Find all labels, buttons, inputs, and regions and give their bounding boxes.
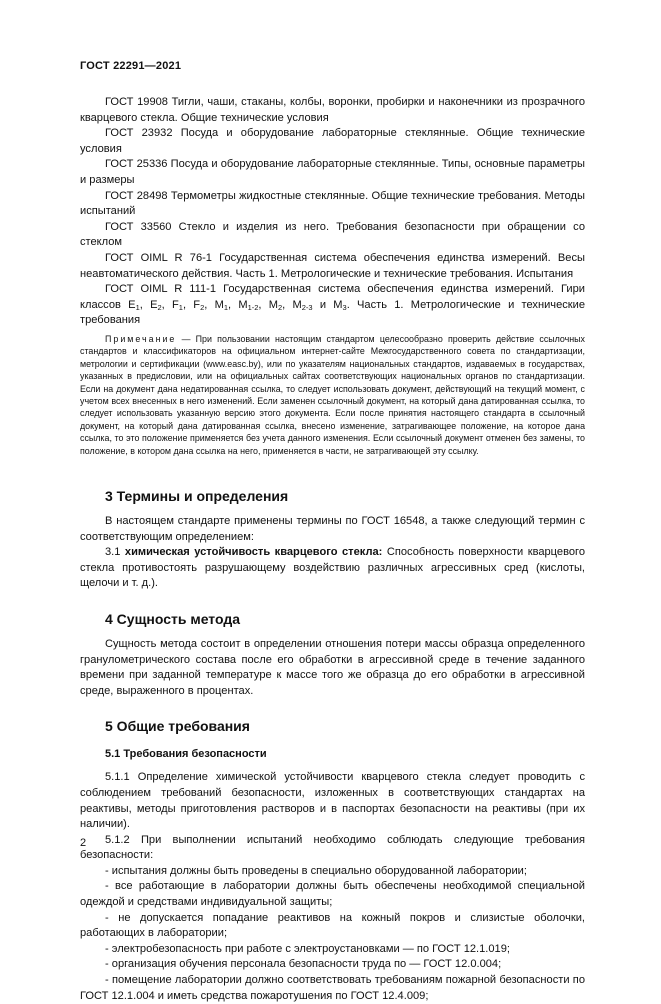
document-header: ГОСТ 22291—2021: [80, 60, 182, 72]
list-item: - испытания должны быть проведены в специально оборудованной лаборатории;: [105, 864, 527, 877]
note: Примечание — При пользовании настоящим стандартом целесообразно проверить действие ссылочных стандартов и классификаторов на официальном интернет-сайте Межгосударственного совета по стандартизации, метрологии и сертификации (www.easc.by), или по указателям национальных стандартов, издаваемых в государствах, указанных в предисловии, или на официальных сайтах соответствующих национальных органов по стандартизации. Если на документ дана недатированная ссылка, то следует использовать документ, действующий на текущий момент, с учетом всех внесенных в него изменений. Если заменен ссылочный документ, на который дана датированная ссылка, то следует использовать указанную версию этого документа. Если после принятия настоящего стандарта в ссылочный документ, на который дана датированная ссылка, внесено изменение, затрагивающее положение, на которое дана ссылка, то это положение применяется без учета данного изменения. Если ссылочный документ отменен без замены, то положение, в котором дана ссылка на него, применяется в части, не затрагивающей эту ссылку.: [80, 333, 585, 456]
section-5-title: 5 Общие требования: [105, 718, 250, 735]
section-3-intro: В настоящем стандарте применены термины по ГОСТ 16548, а также следующий термин с соответствующим определением:: [80, 514, 585, 543]
ref-oiml-r111: ГОСТ OIML R 111-1 Государственная система обеспечения единства измерений. Гири классов $E_1$, $E_2$, $F_1$, $F_2$, $M_1$, $M_{1-2}$, $M_2$, $M_{2-3}$ и $M_3$. Часть 1. Метрологические и технические требования: [80, 283, 586, 327]
page-number: 2: [80, 837, 87, 849]
ref-gost-28498: ГОСТ 28498 Термометры жидкостные стеклянные. Общие технические требования. Методы испытаний: [80, 189, 585, 218]
term-3-1-name: химическая устойчивость кварцевого стекла:: [124, 546, 383, 559]
page-content: [80, 95, 585, 1004]
list-item: - помещение лаборатории должно соответствовать требованиям пожарной безопасности по ГОСТ 12.1.004 и иметь средства пожаротушения по ГОСТ 12.4.009;: [80, 974, 585, 1002]
section-3-title: 3 Термины и определения: [105, 487, 289, 504]
section-4-text: Сущность метода состоит в определении отношения потери массы образца определенного гранулометрического состава после его обработки в агрессивной среде в течение заданного времени при заданной температуре к массе того же образца до его обработки в агрессивной среде, выраженного в процентах.: [80, 637, 585, 697]
section-5-1-title: 5.1 Требования безопасности: [105, 748, 267, 761]
list-item: - организация обучения персонала безопасности труда по — ГОСТ 12.0.004;: [105, 958, 502, 971]
list-item: - не допускается попадание реактивов на кожный покров и слизистые оболочки, работающих в лаборатории;: [80, 911, 585, 940]
ref-gost-25336: ГОСТ 25336 Посуда и оборудование лабораторные стеклянные. Типы, основные параметры и размеры: [80, 158, 585, 186]
note-label: Примечание: [105, 333, 177, 344]
list-item: - все работающие в лаборатории должны быть обеспечены необходимой специальной одеждой и средствами индивидуальной защиты;: [80, 880, 585, 909]
para-5-1-1: 5.1.1 Определение химической устойчивости кварцевого стекла следует проводить с соблюдением требований безопасности, изложенных в соответствующих стандартах на реактивы, методы приготовления растворов и в паспортах безопасности на реактивы (при их наличии).: [80, 771, 585, 831]
ref-gost-33560: ГОСТ 33560 Стекло и изделия из него. Требования безопасности при обращении со стеклом: [80, 220, 585, 249]
ref-gost-23932: ГОСТ 23932 Посуда и оборудование лабораторные стеклянные. Общие технические условия: [80, 127, 585, 155]
section-4-title: 4 Сущность метода: [105, 610, 241, 627]
note-text: При пользовании настоящим стандартом целесообразно проверить действие ссылочных стандартов и классификаторов на официальном интернет-сайте Межгосударственного совета по стандартизации, метрологии и сертификации (www.easc.by), или по указателям национальных стандартов, издаваемых в государствах, указанных в предисловии, или на официальных сайтах соответствующих национальных органов по стандартизации. Если на документ дана недатированная ссылка, то следует использовать документ, действующий на текущий момент, с учетом всех внесенных в него изменений. Если заменен ссылочный документ, на который дана датированная ссылка, то следует использовать указанную версию этого документа. Если после принятия настоящего стандарта в ссылочный документ, на который дана датированная ссылка, внесено изменение, затрагивающее положение, на которое дана ссылка, то это положение применяется без учета данного изменения. Если ссылочный документ отменен без замены, то положение, в котором дана ссылка на него, применяется в части, не затрагивающей эту ссылку.: [80, 333, 585, 456]
list-item: - электробезопасность при работе с электроустановками — по ГОСТ 12.1.019;: [105, 942, 510, 955]
ref-gost-19908: ГОСТ 19908 Тигли, чаши, стаканы, колбы, воронки, пробирки и наконечники из прозрачного кварцевого стекла. Общие технические условия: [80, 96, 585, 124]
para-5-1-2: 5.1.2 При выполнении испытаний необходимо соблюдать следующие требования безопасности:: [80, 833, 585, 862]
ref-oiml-r76: ГОСТ OIML R 76-1 Государственная система обеспечения единства измерений. Весы неавтоматического действия. Часть 1. Метрологические и технические требования. Испытания: [80, 251, 585, 280]
term-3-1: 3.1 химическая устойчивость кварцевого стекла: Способность поверхности кварцевого стекла противостоять разрушающему воздействию различных агрессивных сред (кислоты, щелочи и т. д.).: [80, 546, 585, 590]
